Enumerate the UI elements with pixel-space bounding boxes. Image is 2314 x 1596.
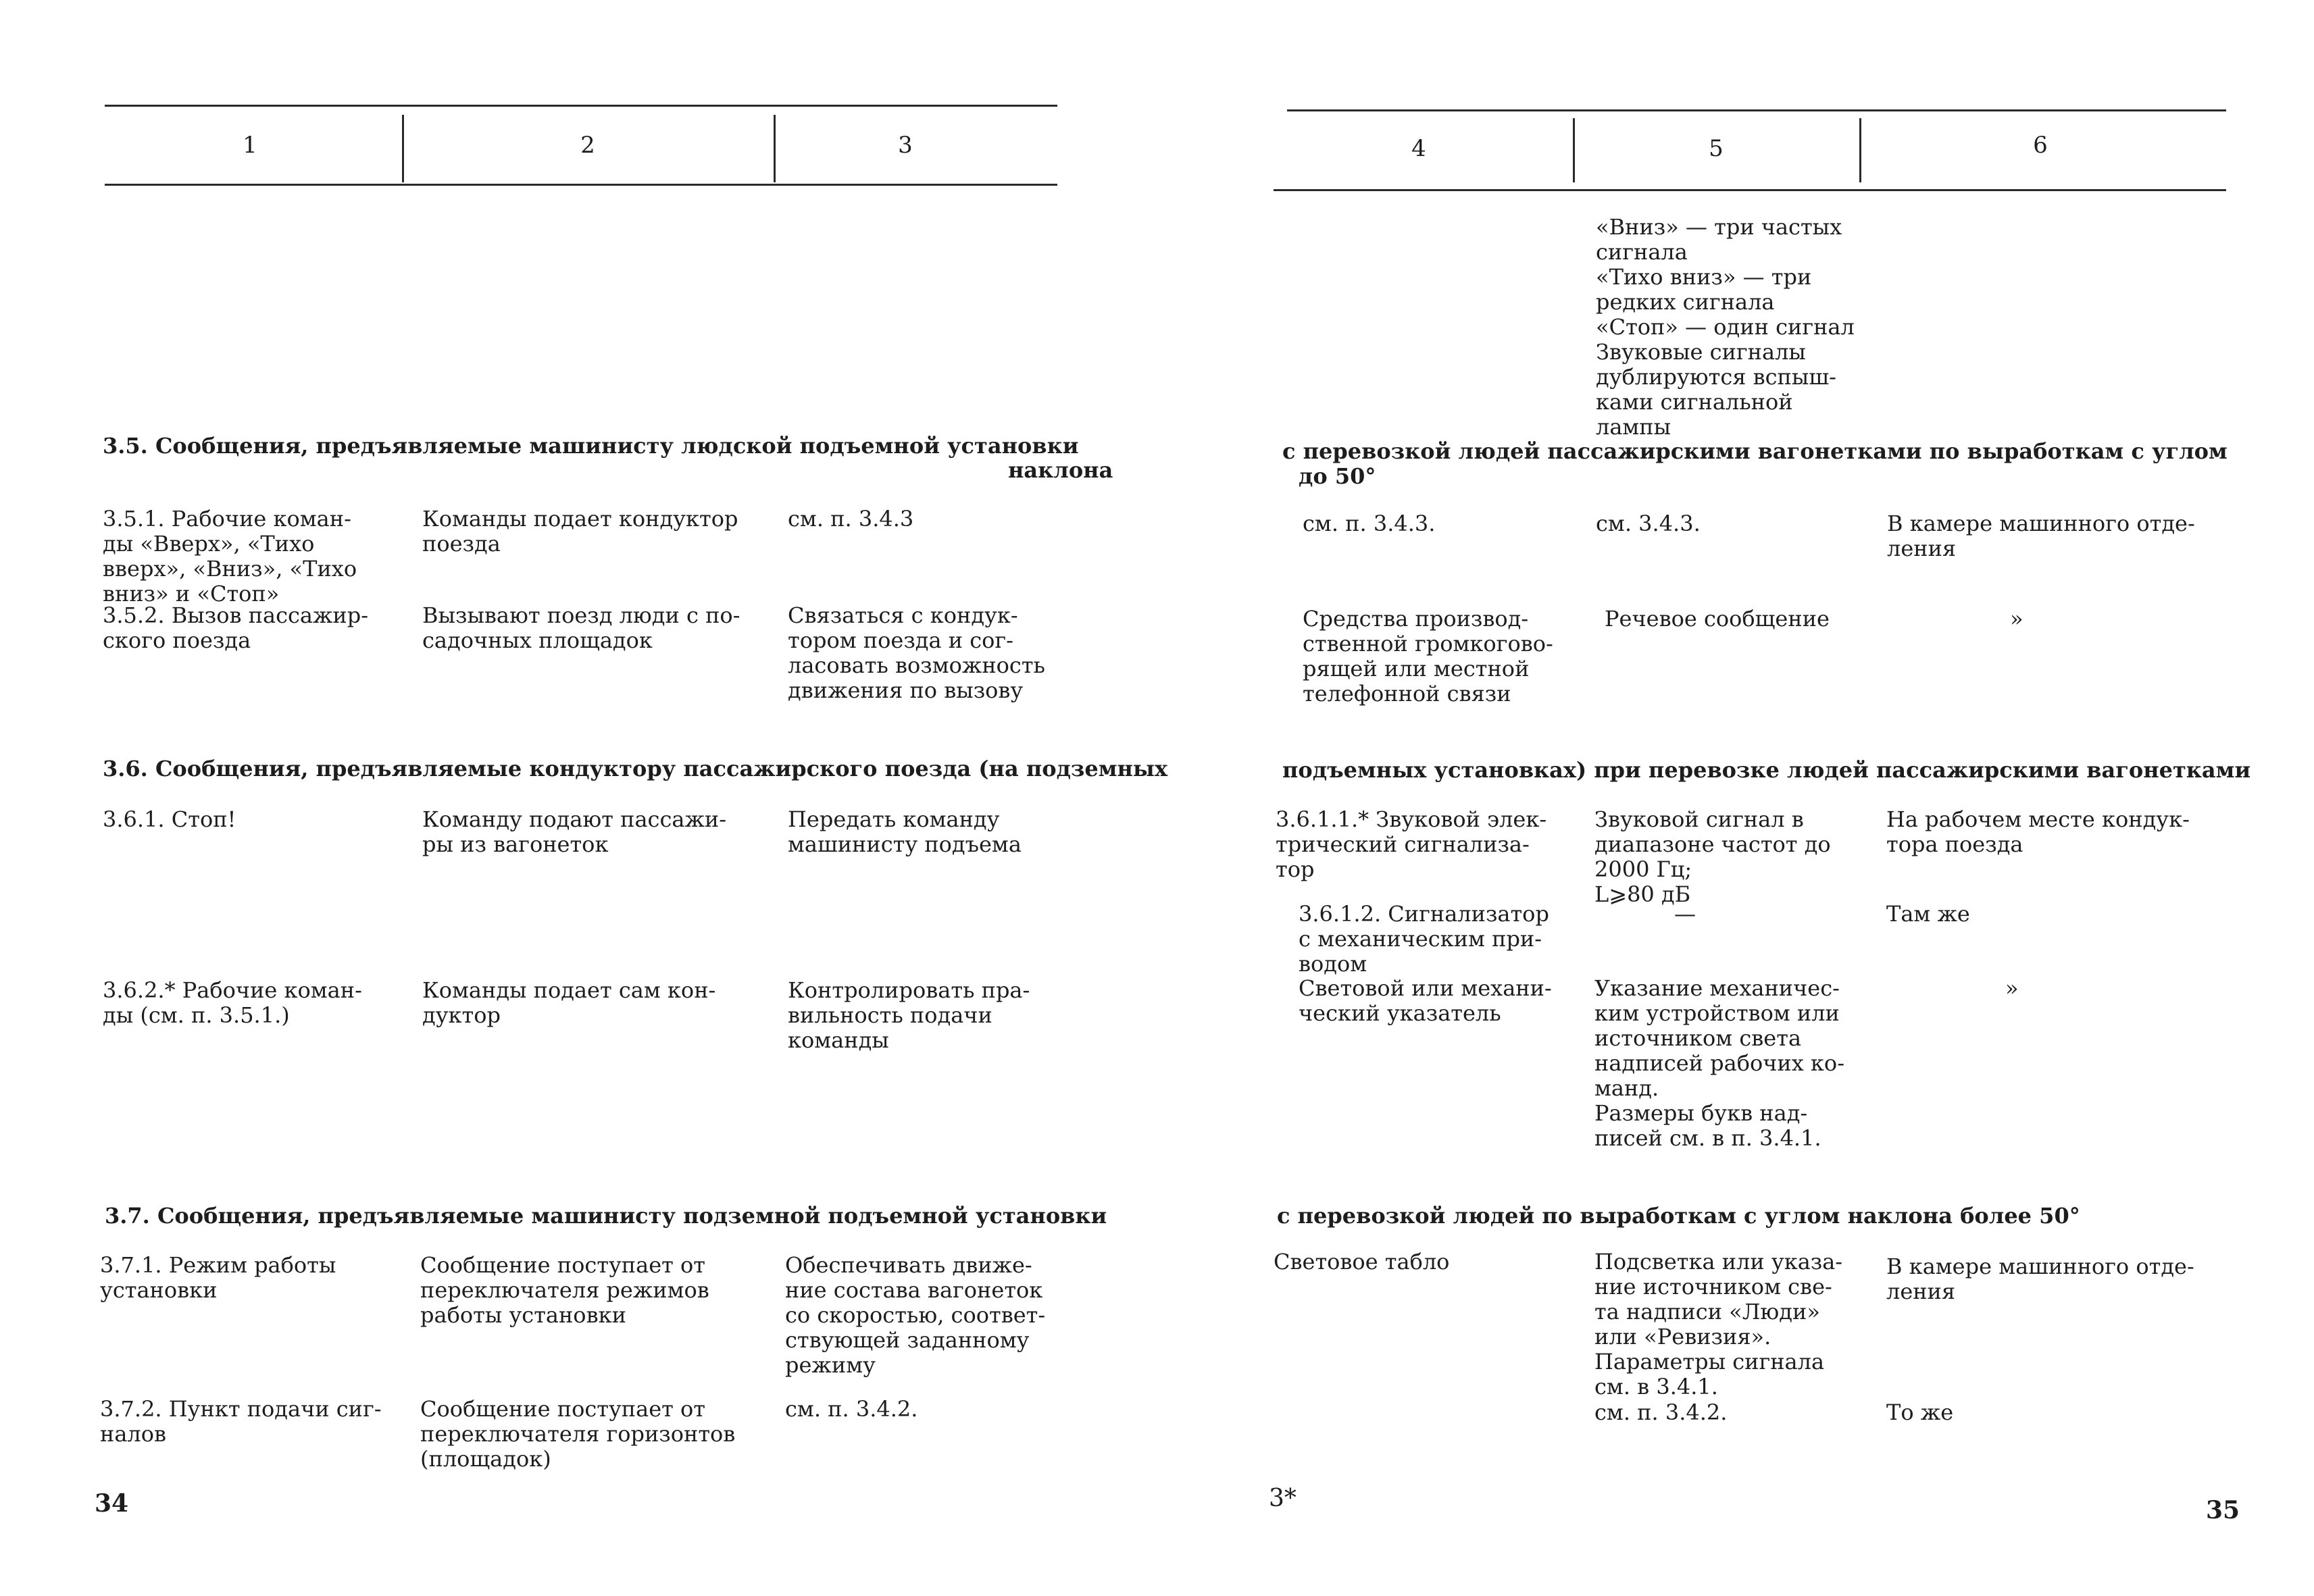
row-3-5-1-form: см. 3.4.3.: [1596, 511, 1701, 536]
row-3-5-2-means: Средства производ- ственной громкогово- рящей или местной телефонной связи: [1303, 606, 1553, 706]
signature-mark: 3*: [1269, 1485, 1297, 1512]
row-3-7-1-source: Сообщение поступает от переключателя режимов работы установки: [420, 1252, 709, 1328]
row-3-6-2-message: 3.6.2.* Рабочие коман- ды (см. п. 3.5.1.): [103, 977, 362, 1028]
row-3-6-1-1-form: Звуковой сигнал в диапазоне частот до 2000 Гц; L⩾80 дБ: [1594, 806, 1831, 907]
row-3-5-2-message: 3.5.2. Вызов пассажир- ского поезда: [103, 602, 369, 653]
row-3-7-1-form: Подсветка или указа- ние источником све- та надписи «Люди» или «Ревизия». Параметры сигнала см. в 3.4.1.: [1594, 1249, 1843, 1399]
row-3-6-1-message: 3.6.1. Стоп!: [103, 806, 236, 832]
left-col-3-number: 3: [898, 132, 913, 159]
row-3-7-2-source: Сообщение поступает от переключателя горизонтов (площадок): [420, 1396, 736, 1472]
row-3-5-1-place: В камере машинного отде- ления: [1887, 511, 2195, 561]
row-3-6-2-source: Команды подает сам кон- дуктор: [422, 977, 716, 1028]
section-3-7-title-continuation: с перевозкой людей по выработкам с углом наклона более 50°: [1277, 1203, 2080, 1229]
row-3-6-1-2-form: —: [1674, 901, 1696, 927]
section-3-6-title: 3.6. Сообщения, предъявляемые кондуктору пассажирского поезда (на подземных: [103, 756, 1168, 781]
row-3-7-2-message: 3.7.2. Пункт подачи сиг- налов: [100, 1396, 382, 1447]
row-3-7-1-place: В камере машинного отде- ления: [1886, 1254, 2194, 1304]
row-3-6-2-form: Указание механичес- ким устройством или источником света надписей рабочих ко- манд. Размеры букв над- писей см. в п. 3.4.1.: [1594, 975, 1844, 1151]
row-3-5-2-form: Речевое сообщение: [1605, 606, 1830, 632]
section-3-5-title-end: наклона: [1008, 457, 1113, 483]
right-header-top-rule: [1287, 109, 2226, 111]
row-3-7-1-message: 3.7.1. Режим работы установки: [100, 1252, 336, 1303]
row-3-7-2-action: см. п. 3.4.2.: [785, 1396, 918, 1422]
left-page-number: 34: [95, 1489, 129, 1518]
row-3-5-1-source: Команды подает кондуктор поезда: [422, 506, 738, 557]
signals-continuation: «Вниз» — три частых сигнала «Тихо вниз» — три редких сигнала «Стоп» — один сигнал Звуковые сигналы дублируются вспыш- ками сигнальной лампы: [1596, 214, 1855, 440]
section-3-7-title: 3.7. Сообщения, предъявляемые машинисту подземной подъемной установки: [105, 1203, 1107, 1229]
left-header-top-rule: [105, 105, 1057, 107]
section-3-6-title-continuation: подъемных установках) при перевозке людей пассажирскими вагонетками: [1282, 757, 2251, 783]
left-header-divider-1: [402, 115, 404, 182]
right-col-4-number: 4: [1411, 135, 1426, 162]
row-3-6-2-action: Контролировать пра- вильность подачи команды: [788, 977, 1030, 1053]
row-3-7-1-action: Обеспечивать движе- ние состава вагонеток со скоростью, соответ- ствующей заданному режиму: [785, 1252, 1046, 1378]
left-col-2-number: 2: [580, 132, 595, 159]
section-3-5-title-end-right: до 50°: [1299, 463, 1376, 489]
row-3-6-1-source: Команду подают пассажи- ры из вагонеток: [422, 806, 727, 857]
left-col-1-number: 1: [243, 132, 257, 159]
right-col-6-number: 6: [2033, 132, 2048, 159]
row-3-7-1-means: Световое табло: [1274, 1249, 1450, 1275]
row-3-6-2-means: Световой или механи- ческий указатель: [1299, 975, 1552, 1026]
row-3-7-2-place: То же: [1886, 1399, 1954, 1425]
right-header-bottom-rule: [1274, 189, 2226, 191]
row-3-6-1-2-place: Там же: [1886, 901, 1970, 927]
right-header-divider-1: [1573, 118, 1575, 182]
row-3-5-1-means: см. п. 3.4.3.: [1303, 511, 1436, 536]
right-header-divider-2: [1859, 118, 1861, 182]
row-3-5-2-place: »: [2010, 606, 2023, 632]
section-3-5-title: 3.5. Сообщения, предъявляемые машинисту людской подъемной установки: [103, 433, 1079, 459]
row-3-6-1-action: Передать команду машинисту подъема: [788, 806, 1022, 857]
section-3-5-title-continuation: с перевозкой людей пассажирскими вагонетками по выработкам с углом: [1282, 438, 2228, 464]
row-3-6-1-1-means: 3.6.1.1.* Звуковой элек- трический сигнализа- тор: [1276, 806, 1547, 882]
right-col-5-number: 5: [1709, 135, 1724, 162]
row-3-5-2-action: Связаться с кондук- тором поезда и сог- ласовать возможность движения по вызову: [788, 602, 1045, 703]
left-header-bottom-rule: [105, 184, 1057, 186]
left-header-divider-2: [774, 115, 776, 182]
right-page-number: 35: [2206, 1496, 2240, 1524]
row-3-7-2-form: см. п. 3.4.2.: [1594, 1399, 1728, 1425]
row-3-6-1-2-means: 3.6.1.2. Сигнализатор с механическим при- водом: [1299, 901, 1549, 977]
row-3-5-1-action: см. п. 3.4.3: [788, 506, 914, 532]
row-3-5-1-message: 3.5.1. Рабочие коман- ды «Вверх», «Тихо вверх», «Вниз», «Тихо вниз» и «Стоп»: [103, 506, 357, 607]
row-3-6-2-place: »: [2005, 975, 2019, 1001]
row-3-6-1-1-place: На рабочем месте кондук- тора поезда: [1886, 806, 2190, 857]
row-3-5-2-source: Вызывают поезд люди с по- садочных площадок: [422, 602, 740, 653]
